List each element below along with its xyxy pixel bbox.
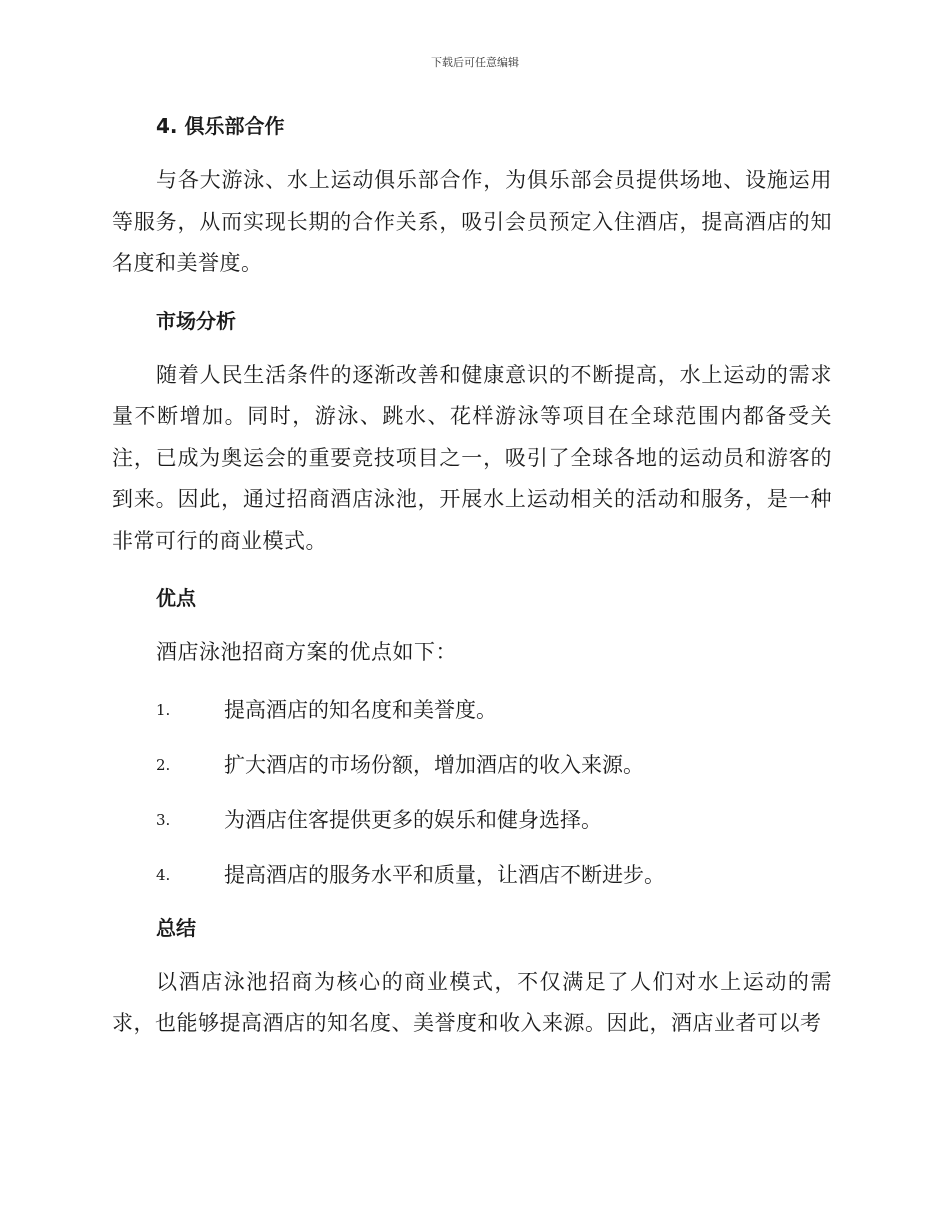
list-number: 4. — [156, 865, 171, 884]
section-heading-club: 4. 俱乐部合作 — [156, 114, 285, 138]
header-note: 下载后可任意编辑 — [431, 56, 519, 69]
document-content — [112, 108, 832, 1045]
list-number: 3. — [156, 810, 171, 829]
section-heading-advantages: 优点 — [156, 586, 196, 610]
advantages-intro: 酒店泳池招商方案的优点如下： — [156, 640, 457, 664]
list-text: 扩大酒店的市场份额，增加酒店的收入来源。 — [224, 752, 644, 777]
club-paragraph: 与各大游泳、水上运动俱乐部合作，为俱乐部会员提供场地、设施运用等服务，从而实现长期的合作关系，吸引会员预定入住酒店，提高酒店的知名度和美誉度。 — [112, 168, 832, 275]
list-number: 1. — [156, 700, 171, 719]
list-item — [112, 690, 832, 732]
list-item — [112, 855, 832, 897]
section-heading-market: 市场分析 — [156, 308, 236, 333]
list-text: 提高酒店的服务水平和质量，让酒店不断进步。 — [224, 862, 665, 887]
list-text: 为酒店住客提供更多的娱乐和健身选择。 — [224, 807, 602, 832]
list-text: 提高酒店的知名度和美誉度。 — [224, 697, 497, 722]
list-item — [112, 800, 832, 842]
section-heading-summary: 总结 — [156, 915, 196, 940]
market-paragraph: 随着人民生活条件的逐渐改善和健康意识的不断提高，水上运动的需求量不断增加。同时，游泳、跳水、花样游泳等项目在全球范围内都备受关注，已成为奥运会的重要竞技项目之一，吸引了全球各地的运动员和游客的到来。因此，通过招商酒店泳池，开展水上运动相关的活动和服务，是一种非常可行的商业模式。 — [112, 362, 832, 553]
summary-paragraph: 以酒店泳池招商为核心的商业模式，不仅满足了人们对水上运动的需求，也能够提高酒店的知名度、美誉度和收入来源。因此，酒店业者可以考 — [112, 969, 832, 1035]
list-item — [112, 745, 832, 787]
list-number: 2. — [156, 755, 171, 774]
